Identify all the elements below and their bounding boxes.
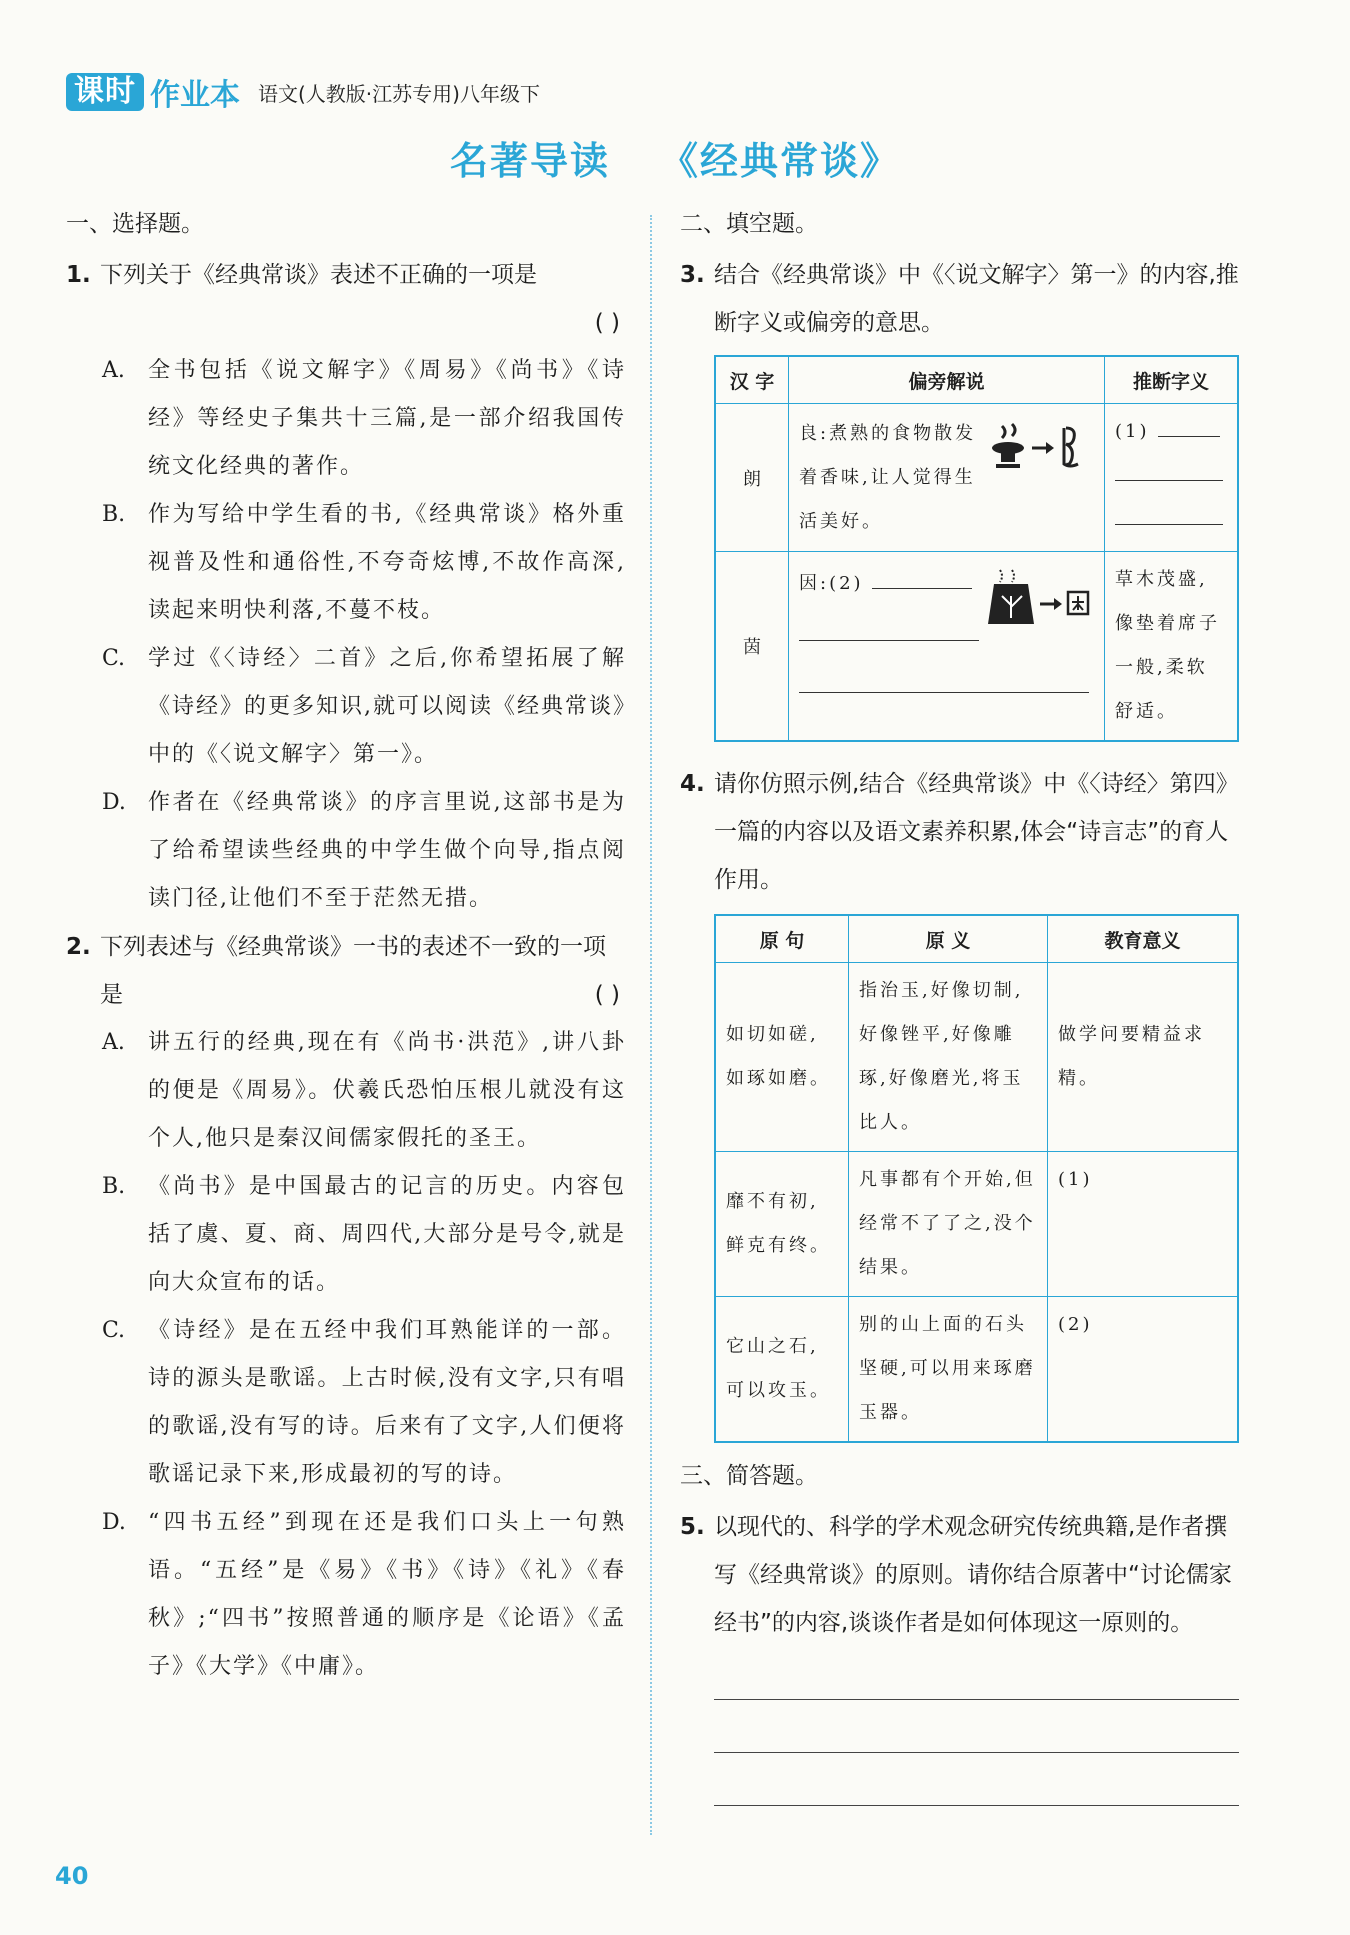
option-text: 全书包括《说文解字》《周易》《尚书》《诗经》等经史子集共十三篇,是一部介绍我国传统文化经典的著作。 [148, 358, 626, 479]
blank-label: 因:(2) [799, 573, 864, 594]
section1-heading: 一、选择题。 [66, 211, 204, 237]
q1-option-d[interactable] [66, 779, 626, 923]
option-text: 《尚书》是中国最古的记言的历史。内容包括了虞、夏、商、周四代,大部分是号令,就是向大众宣布的话。 [148, 1174, 626, 1295]
q3-row1-explain-text: 良:煮熟的食物散发着香味,让人觉得生活美好。 [799, 422, 977, 532]
question-5 [680, 1503, 1245, 1647]
q1-option-b[interactable] [66, 491, 626, 635]
q3-row1-char: 朗 [715, 404, 789, 552]
ancient-glyph-liang-icon [984, 418, 1094, 478]
option-label: A. [102, 358, 125, 383]
q3-row2-explain[interactable] [789, 552, 1105, 742]
q3-header-explain: 偏旁解说 [789, 356, 1105, 404]
q4-row2-edu[interactable]: (1) [1048, 1152, 1239, 1297]
q2-answer-paren[interactable]: ( ) [594, 982, 620, 1008]
option-label: D. [102, 790, 126, 815]
option-text: 《诗经》是在五经中我们耳熟能详的一部。诗的源头是歌谣。上古时候,没有文字,只有唱的歌谣,没有写的诗。后来有了文字,人们便将歌谣记录下来,形成最初的写的诗。 [148, 1318, 626, 1487]
q4-number: 4. [680, 771, 705, 797]
question-2 [66, 923, 626, 1019]
q2-option-d[interactable] [66, 1499, 626, 1691]
q1-answer-paren[interactable]: ( ) [594, 310, 620, 336]
q2-option-a[interactable] [66, 1019, 626, 1163]
title-part2: 《经典常谈》 [660, 138, 901, 183]
q2-option-b[interactable] [66, 1163, 626, 1307]
page-title [0, 130, 1350, 185]
q3-stem: 结合《经典常谈》中《〈说文解字〉第一》的内容,推断字义或偏旁的意思。 [714, 262, 1239, 336]
ancient-glyph-yin-icon [984, 566, 1094, 636]
option-text: 学过《〈诗经〉二首》之后,你希望拓展了解《诗经》的更多知识,就可以阅读《经典常谈》中的《〈说文解字〉第一》。 [148, 646, 626, 767]
option-text: 作为写给中学生看的书,《经典常谈》格外重视普及性和通俗性,不夸奇炫博,不故作高深,读起来明快利落,不蔓不枝。 [148, 502, 626, 623]
q1-option-c[interactable] [66, 635, 626, 779]
blank-label: (1) [1115, 421, 1150, 442]
option-label: B. [102, 1174, 126, 1199]
option-text: “四书五经”到现在还是我们口头上一句熟语。“五经”是《易》《书》《诗》《礼》《春秋》;“四书”按照普通的顺序是《论语》《孟子》《大学》《中庸》。 [148, 1510, 626, 1679]
logo-suffix: 作业本 [150, 78, 240, 113]
q4-header-orig: 原 句 [715, 915, 849, 963]
header [66, 72, 540, 112]
q4-header-meaning: 原 义 [849, 915, 1048, 963]
column-divider [650, 215, 652, 1835]
q4-row1-meaning: 指治玉,好像切制,好像锉平,好像雕琢,好像磨光,将玉比人。 [849, 963, 1048, 1152]
q1-stem: 下列关于《经典常谈》表述不正确的一项是 [100, 262, 537, 288]
section2-heading: 二、填空题。 [680, 211, 818, 237]
q4-row1-orig: 如切如磋,如琢如磨。 [715, 963, 849, 1152]
q5-answer-line-2[interactable] [714, 1700, 1239, 1753]
question-1 [66, 251, 626, 347]
q2-option-c[interactable] [66, 1307, 626, 1499]
option-text: 作者在《经典常谈》的序言里说,这部书是为了给希望读些经典的中学生做个向导,指点阅读门径,让他们不至于茫然无措。 [148, 790, 626, 911]
option-label: A. [102, 1030, 125, 1055]
right-column [680, 205, 1245, 1806]
q2-number: 2. [66, 934, 91, 960]
q3-table [714, 355, 1239, 742]
q4-row3-meaning: 别的山上面的石头坚硬,可以用来琢磨玉器。 [849, 1297, 1048, 1443]
q5-answer-line-1[interactable] [714, 1647, 1239, 1700]
q1-number: 1. [66, 262, 91, 288]
page-number: 40 [55, 1862, 89, 1890]
subject-label: 语文(人教版·江苏专用)八年级下 [258, 81, 540, 106]
q4-header-edu: 教育意义 [1048, 915, 1239, 963]
section3-heading: 三、简答题。 [680, 1463, 818, 1489]
q3-row2-meaning: 草木茂盛,像垫着席子一般,柔软舒适。 [1105, 552, 1239, 742]
q3-row1-explain [789, 404, 1105, 552]
q3-header-char: 汉 字 [715, 356, 789, 404]
question-4 [680, 760, 1245, 904]
question-3 [680, 251, 1245, 347]
q3-number: 3. [680, 262, 705, 288]
q4-row1-edu: 做学问要精益求精。 [1048, 963, 1239, 1152]
q1-option-a[interactable] [66, 347, 626, 491]
q4-row2-meaning: 凡事都有个开始,但经常不了了之,没个结果。 [849, 1152, 1048, 1297]
option-label: B. [102, 502, 126, 527]
q4-row3-orig: 它山之石,可以攻玉。 [715, 1297, 849, 1443]
q3-row2-char: 茵 [715, 552, 789, 742]
logo: 课时 [66, 73, 144, 111]
q5-stem: 以现代的、科学的学术观念研究传统典籍,是作者撰写《经典常谈》的原则。请你结合原著中“讨论儒家经书”的内容,谈谈作者是如何体现这一原则的。 [714, 1514, 1232, 1636]
q5-number: 5. [680, 1514, 705, 1540]
option-label: D. [102, 1510, 126, 1535]
q2-stem: 下列表述与《经典常谈》一书的表述不一致的一项是 [100, 934, 606, 1008]
left-column [66, 205, 626, 1691]
option-text: 讲五行的经典,现在有《尚书·洪范》,讲八卦的便是《周易》。伏羲氏恐怕压根儿就没有这个人,他只是秦汉间儒家假托的圣王。 [148, 1030, 626, 1151]
option-label: C. [102, 1318, 126, 1343]
q3-row1-meaning[interactable] [1105, 404, 1239, 552]
q4-table [714, 914, 1239, 1443]
q4-row3-edu[interactable]: (2) [1048, 1297, 1239, 1443]
q4-row2-orig: 靡不有初,鲜克有终。 [715, 1152, 849, 1297]
q5-answer-line-3[interactable] [714, 1753, 1239, 1806]
option-label: C. [102, 646, 126, 671]
q4-stem: 请你仿照示例,结合《经典常谈》中《〈诗经〉第四》一篇的内容以及语文素养积累,体会“诗言志”的育人作用。 [714, 771, 1239, 893]
q3-header-meaning: 推断字义 [1105, 356, 1239, 404]
title-part1: 名著导读 [449, 138, 610, 183]
